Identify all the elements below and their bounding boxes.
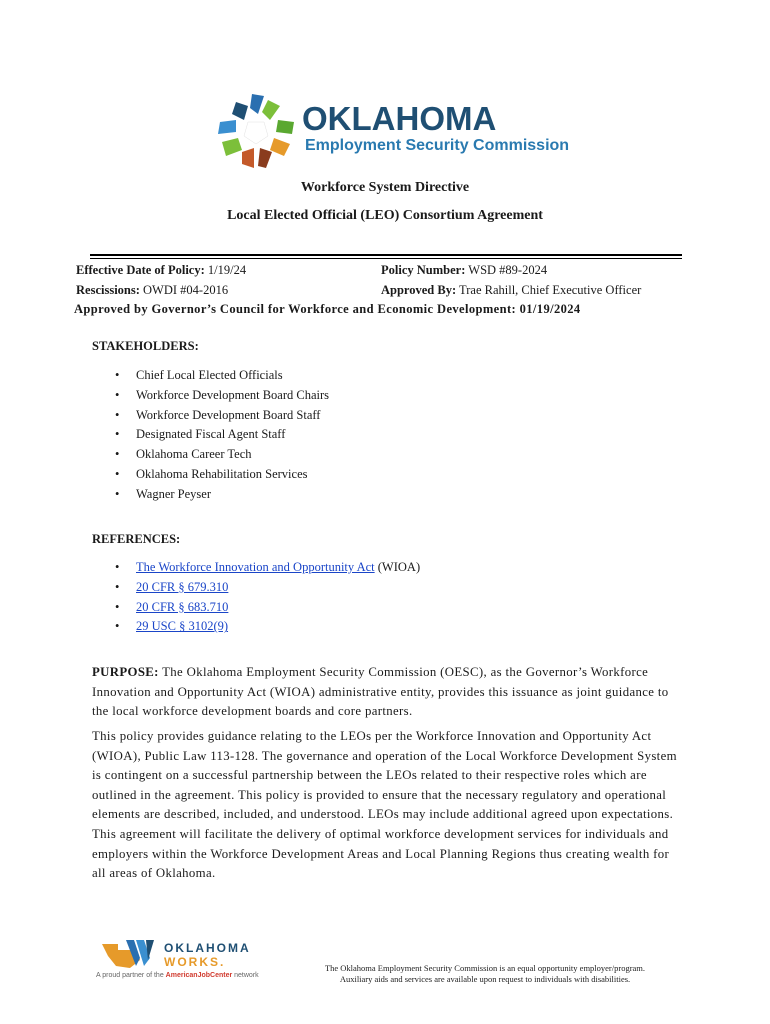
effective-date <box>76 263 246 278</box>
list-item: • Designated Fiscal Agent Staff <box>115 427 286 442</box>
list-item: • Workforce Development Board Chairs <box>115 387 330 402</box>
list-item: • Chief Local Elected Officials <box>115 368 283 382</box>
stakeholder-text: Oklahoma Rehabilitation Services <box>136 466 308 481</box>
partner-prefix: A proud partner of the <box>96 972 166 979</box>
stakeholders-list <box>92 368 329 507</box>
logo-wordmark: OKLAHOMA <box>302 100 497 137</box>
wioa-link[interactable]: The Workforce Innovation and Opportunity Act <box>136 560 375 574</box>
usc-3102-link[interactable]: 29 USC § 3102(9) <box>136 619 229 634</box>
oklahoma-works-line1: OKLAHOMA <box>164 941 251 955</box>
oklahoma-works-line2: WORKS. <box>164 955 226 969</box>
cfr-679-link[interactable]: 20 CFR § 679.310 <box>136 579 229 594</box>
council-approval: Approved by Governor’s Council for Workforce and Economic Development: 01/19/2024 <box>74 302 581 316</box>
header-divider <box>90 254 682 256</box>
list-item: • Oklahoma Career Tech <box>115 447 252 462</box>
list-item: • Workforce Development Board Staff <box>115 407 321 422</box>
reference-suffix: (WIOA) <box>374 560 421 574</box>
approved-by <box>381 283 641 298</box>
rescissions <box>76 283 228 298</box>
policy-number-value: WSD #89-2024 <box>468 263 548 277</box>
stakeholder-text: Oklahoma Career Tech <box>136 447 252 462</box>
stakeholder-text: Workforce Development Board Staff <box>136 407 321 422</box>
list-item: • Wagner Peyser <box>115 486 212 501</box>
list-item: • 20 CFR § 679.310 <box>115 579 229 594</box>
approved-by-label: Approved By: <box>381 283 457 297</box>
partner-brand: AmericanJobCenter <box>165 972 233 979</box>
stakeholder-text: Chief Local Elected Officials <box>136 368 283 382</box>
stakeholder-text: Designated Fiscal Agent Staff <box>136 427 286 442</box>
approved-by-value: Trae Rahill, Chief Executive Officer <box>459 283 642 297</box>
stakeholder-text: Wagner Peyser <box>136 486 212 501</box>
eeo-notice <box>280 963 690 985</box>
rescissions-label: Rescissions: <box>76 283 140 297</box>
oesc-logo <box>214 92 570 170</box>
oklahoma-star-icon <box>214 92 300 170</box>
stakeholder-text: Workforce Development Board Chairs <box>136 387 330 402</box>
directive-subtitle: Local Elected Official (LEO) Consortium Agreement <box>227 208 543 223</box>
purpose-paragraph <box>92 663 682 722</box>
purpose-label: PURPOSE: <box>92 665 159 679</box>
logo-subname: Employment Security Commission <box>305 137 570 154</box>
ajc-partner-line <box>96 972 259 979</box>
rescissions-value: OWDI #04-2016 <box>143 283 229 297</box>
effective-date-label: Effective Date of Policy: <box>76 263 205 277</box>
eeo-notice-line1: The Oklahoma Employment Security Commission is an equal opportunity employer/program. <box>324 963 646 973</box>
stakeholders-heading: STAKEHOLDERS: <box>92 339 199 353</box>
effective-date-value: 1/19/24 <box>207 263 247 277</box>
directive-title: Workforce System Directive <box>300 180 470 195</box>
eeo-notice-line2: Auxiliary aids and services are available upon request to individuals with disabilities. <box>339 974 631 984</box>
list-item: • Oklahoma Rehabilitation Services <box>115 466 308 481</box>
references-list <box>92 560 420 639</box>
policy-paragraph: This policy provides guidance relating to the LEOs per the Workforce Innovation and Opportunity Act (WIOA), Public Law 113-128. The governance and operation of the Local Workforce Development System is contingent on a successful partnership between the LEOs related to their respective roles which are outlined in the agreement. This policy is provided to ensure that the necessary regulatory and operational elements are described, included, and understood. LEOs may include additional agreed upon expectations. This agreement will facilitate the delivery of optimal workforce development services for individuals and employers within the Workforce Development Areas and Local Planning Regions thus creating wealth for all areas of Oklahoma. <box>92 729 677 881</box>
references-heading: REFERENCES: <box>92 532 181 546</box>
partner-suffix: network <box>232 972 259 979</box>
oklahoma-works-icon <box>96 936 160 972</box>
list-item: • 20 CFR § 683.710 <box>115 599 229 614</box>
oklahoma-works-logo <box>96 936 266 986</box>
header-divider-thin <box>90 258 682 259</box>
policy-number-label: Policy Number: <box>381 263 466 277</box>
policy-number <box>381 263 547 278</box>
cfr-683-link[interactable]: 20 CFR § 683.710 <box>136 599 229 614</box>
purpose-text: The Oklahoma Employment Security Commission (OESC), as the Governor’s Workforce Innovation and Opportunity Act (WIOA) administrative entity, provides this issuance as joint guidance to the local workforce development boards and core partners. <box>92 665 669 719</box>
list-item: • 29 USC § 3102(9) <box>115 619 229 634</box>
list-item: • The Workforce Innovation and Opportunity Act (WIOA) <box>115 560 421 574</box>
